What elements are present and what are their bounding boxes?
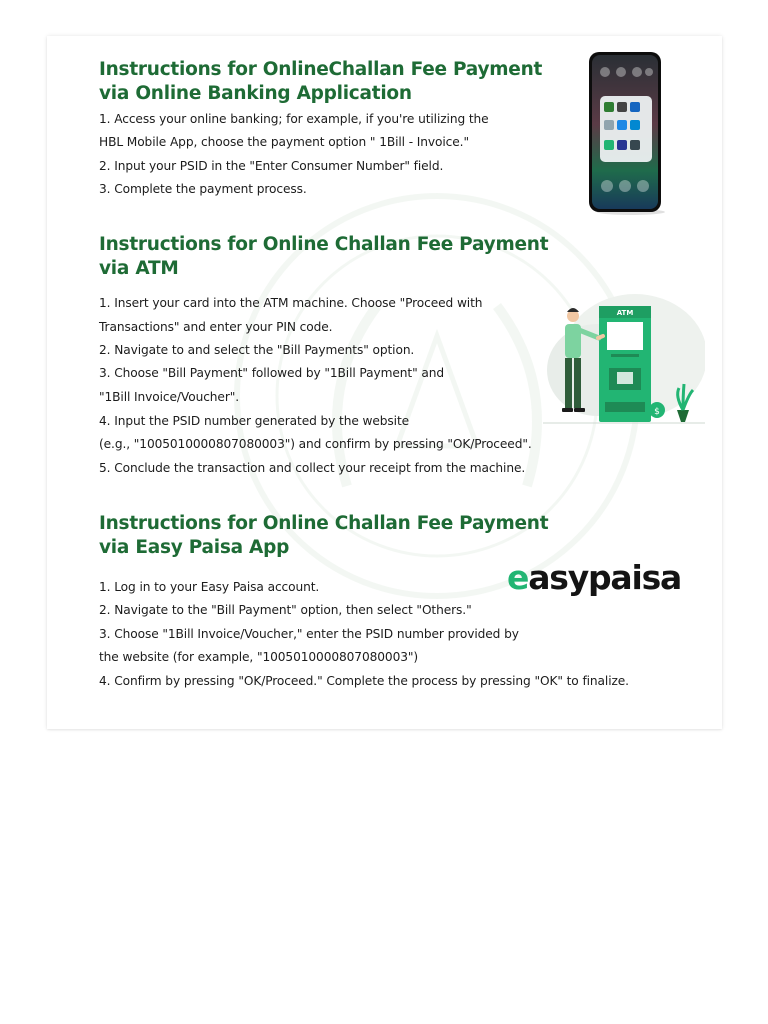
section-title-easypaisa [99,512,548,560]
step-line: 2. Input your PSID in the "Enter Consumer Number" field. [99,159,444,173]
phone-illustration-icon [587,50,667,216]
instructions-card [47,36,722,729]
easypaisa-logo-icon [507,555,687,601]
section-title-atm [99,233,548,281]
step-line: 4. Input the PSID number generated by the website [99,414,410,428]
title-line: Instructions for Online Challan Fee Payment [99,234,549,255]
step-line: 1. Access your online banking; for example, if you're utilizing the [99,112,489,126]
title-line: via ATM [99,258,179,279]
step-line: 1. Insert your card into the ATM machine. Choose "Proceed with [99,296,483,310]
logo-rest: asypaisa [528,558,682,597]
step-line: 3. Choose "1Bill Invoice/Voucher," enter the PSID number provided by [99,627,519,641]
title-line: via Online Banking Application [99,83,412,104]
step-line: 3. Choose "Bill Payment" followed by "1Bill Payment" and [99,366,444,380]
svg-text:$: $ [654,407,660,417]
step-line: Transactions" and enter your PIN code. [99,320,333,334]
title-line: via Easy Paisa App [99,537,290,558]
step-line: HBL Mobile App, choose the payment option " 1Bill - Invoice." [99,135,469,149]
title-line: Instructions for Online Challan Fee Payment [99,513,549,534]
atm-illustration-icon [543,286,705,428]
step-line: 2. Navigate to and select the "Bill Payments" option. [99,343,415,357]
logo-prefix: e [507,558,529,597]
atm-label: ATM [616,309,634,317]
step-line: 1. Log in to your Easy Paisa account. [99,580,320,594]
step-line: "1Bill Invoice/Voucher". [99,390,240,404]
step-line: 5. Conclude the transaction and collect your receipt from the machine. [99,461,526,475]
section-title-online-banking [99,58,542,106]
step-line: the website (for example, "1005010000807080003") [99,650,419,664]
step-line: 3. Complete the payment process. [99,182,307,196]
title-line: Instructions for OnlineChallan Fee Payment [99,59,543,80]
step-line: 2. Navigate to the "Bill Payment" option, then select "Others." [99,603,472,617]
step-line: (e.g., "1005010000807080003") and confirm by pressing "OK/Proceed". [99,437,532,451]
step-line: 4. Confirm by pressing "OK/Proceed." Complete the process by pressing "OK" to finalize. [99,674,629,688]
